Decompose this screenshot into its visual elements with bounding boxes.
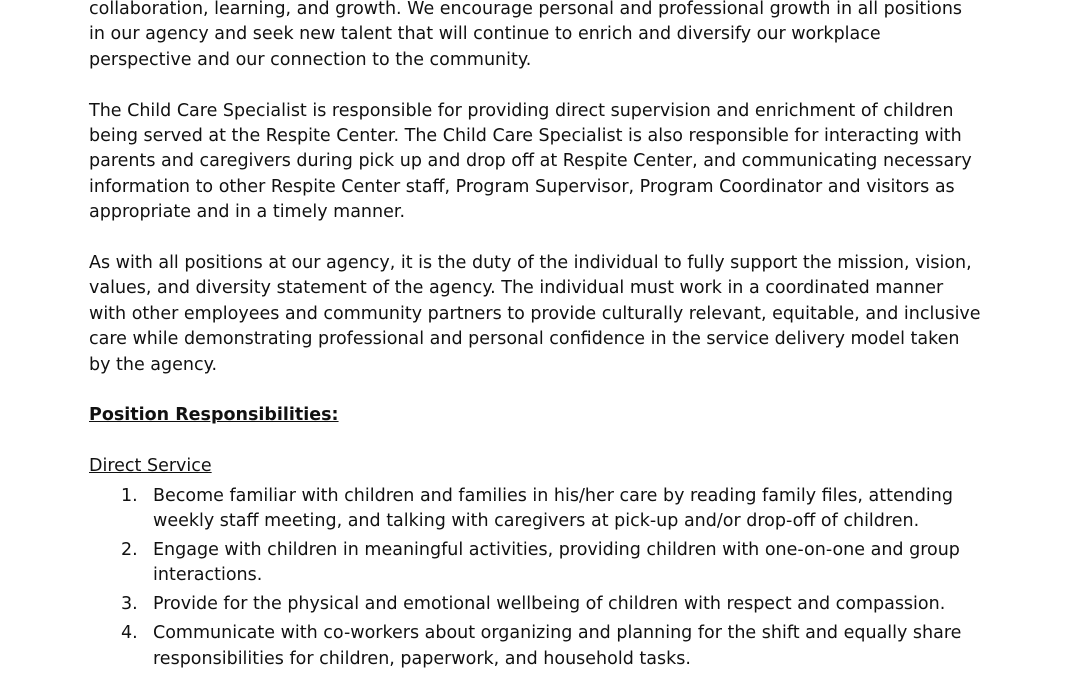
paragraph-line: with other employees and community partners to provide culturally relevant, equitable, and inclusive xyxy=(89,303,981,324)
intro-paragraph-3 xyxy=(89,251,981,378)
list-item-line: weekly staff meeting, and talking with caregivers at pick-up and/or drop-off of children. xyxy=(153,511,920,532)
paragraph-line: appropriate and in a timely manner. xyxy=(89,202,406,223)
list-item-text xyxy=(153,484,957,535)
paragraph-line: collaboration, learning, and growth. We encourage personal and professional growth in all positions xyxy=(89,0,963,19)
list-number: 4. xyxy=(121,623,138,644)
list-item-line: interactions. xyxy=(153,565,263,586)
list-item-text xyxy=(153,538,960,589)
list-item xyxy=(89,592,957,617)
paragraph-line: perspective and our connection to the community. xyxy=(89,49,532,70)
list-item-text xyxy=(153,592,957,617)
list-number: 1. xyxy=(121,485,138,506)
responsibilities-list xyxy=(89,484,962,673)
section-heading: Position Responsibilities: xyxy=(89,405,339,426)
paragraph-line: in our agency and seek new talent that will continue to enrich and diversify our workplace xyxy=(89,24,881,45)
paragraph-line: As with all positions at our agency, it is the duty of the individual to fully support the mission, vision, xyxy=(89,253,972,274)
paragraph-line: parents and caregivers during pick up and drop off at Respite Center, and communicating necessary xyxy=(89,151,972,172)
paragraph-line: by the agency. xyxy=(89,354,218,375)
list-item-line: Communicate with co-workers about organizing and planning for the shift and equally share xyxy=(153,623,962,644)
paragraph-line: being served at the Respite Center. The Child Care Specialist is also responsible for interacting with xyxy=(89,126,962,147)
list-item-line: responsibilities for children, paperwork, and household tasks. xyxy=(153,648,691,669)
list-item-line: Provide for the physical and emotional wellbeing of children with respect and compassion. xyxy=(153,594,946,615)
list-item-text xyxy=(153,621,962,672)
paragraph-line: information to other Respite Center staff, Program Supervisor, Program Coordinator and visitors as xyxy=(89,176,955,197)
list-item xyxy=(89,621,962,672)
list-item-line: Engage with children in meaningful activities, providing children with one-on-one and group xyxy=(153,540,960,561)
paragraph-line: values, and diversity statement of the agency. The individual must work in a coordinated manner xyxy=(89,278,944,299)
list-number: 3. xyxy=(121,594,138,615)
list-number: 2. xyxy=(121,540,138,561)
subsection-heading: Direct Service xyxy=(89,456,212,477)
document-body xyxy=(89,0,981,675)
list-item xyxy=(89,538,960,589)
intro-paragraph-1 xyxy=(89,0,963,73)
paragraph-line: The Child Care Specialist is responsible for providing direct supervision and enrichment of children xyxy=(89,100,954,121)
intro-paragraph-2 xyxy=(89,99,972,226)
list-item xyxy=(89,484,957,535)
list-item-line: Become familiar with children and families in his/her care by reading family files, attending xyxy=(153,485,953,506)
paragraph-line: care while demonstrating professional and personal confidence in the service delivery model taken xyxy=(89,329,960,350)
